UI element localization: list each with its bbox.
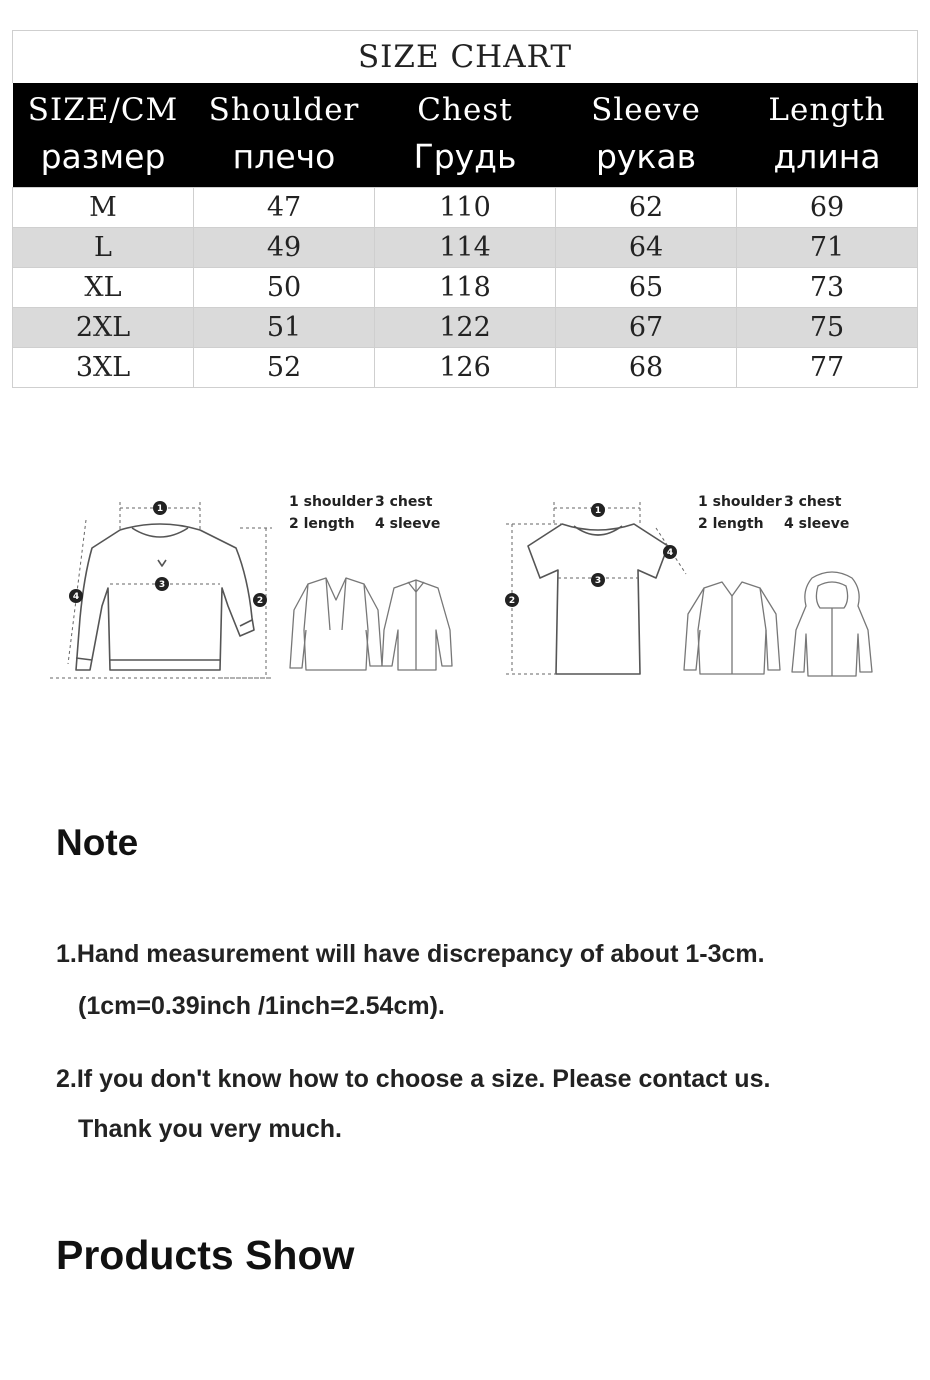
cell-shoulder: 47 (194, 188, 375, 228)
cell-length: 75 (737, 308, 918, 348)
size-chart-title-row (13, 31, 918, 84)
marker-1: 1 (156, 504, 164, 514)
cell-size: M (13, 188, 194, 228)
table-row (13, 228, 918, 268)
marker-4: 4 (666, 548, 674, 558)
legend-chest: 3 chest (375, 494, 433, 510)
cell-sleeve: 67 (556, 308, 737, 348)
note-line-1: 1.Hand measurement will have discrepancy of about 1-3cm. (56, 940, 765, 968)
legend-shoulder: 1 shoulder (698, 494, 782, 510)
note-heading: Note (56, 822, 139, 863)
cell-shoulder: 49 (194, 228, 375, 268)
marker-3: 3 (594, 576, 602, 586)
sweater-icon (40, 488, 280, 688)
sweater-legend (289, 491, 449, 539)
header-sleeve-en: Sleeve (591, 92, 701, 128)
header-length (737, 83, 918, 188)
note-line-4: Thank you very much. (78, 1115, 342, 1143)
cell-sleeve: 68 (556, 348, 737, 388)
marker-1: 1 (594, 506, 602, 516)
products-show-heading: Products Show (56, 1232, 355, 1278)
table-row (13, 188, 918, 228)
header-shoulder (194, 83, 375, 188)
hoodie-icon (682, 570, 876, 684)
header-length-ru: длина (773, 137, 881, 176)
note-line-2: (1cm=0.39inch /1inch=2.54cm). (78, 992, 445, 1020)
size-chart-title: SIZE CHART (13, 31, 918, 84)
marker-2: 2 (256, 596, 264, 606)
header-chest-ru: Грудь (413, 137, 517, 176)
header-sleeve-ru: рукав (595, 137, 697, 176)
header-chest (375, 83, 556, 188)
cell-chest: 126 (375, 348, 556, 388)
cell-length: 69 (737, 188, 918, 228)
cell-size: 3XL (13, 348, 194, 388)
marker-2: 2 (508, 596, 516, 606)
tshirt-measurement-diagram (498, 488, 698, 688)
cell-shoulder: 50 (194, 268, 375, 308)
cell-length: 71 (737, 228, 918, 268)
cell-length: 77 (737, 348, 918, 388)
header-chest-en: Chest (417, 92, 513, 128)
cell-size: L (13, 228, 194, 268)
table-row (13, 268, 918, 308)
header-size-en: SIZE/CM (27, 92, 179, 128)
shirt-and-hoodie-sketch (682, 570, 876, 684)
legend-chest: 3 chest (784, 494, 842, 510)
marker-4: 4 (72, 592, 80, 602)
legend-length: 2 length (698, 516, 764, 532)
cell-size: XL (13, 268, 194, 308)
sweater-measurement-diagram (40, 488, 280, 688)
table-row (13, 308, 918, 348)
cell-sleeve: 65 (556, 268, 737, 308)
size-chart-table (12, 30, 918, 388)
legend-sleeve: 4 sleeve (375, 516, 441, 532)
header-size-ru: размер (40, 137, 166, 176)
table-row (13, 348, 918, 388)
header-row (13, 83, 918, 188)
blazer-and-jacket-sketch (286, 570, 456, 680)
cell-shoulder: 52 (194, 348, 375, 388)
tshirt-legend (698, 491, 858, 539)
legend-length: 2 length (289, 516, 355, 532)
legend-shoulder: 1 shoulder (289, 494, 373, 510)
marker-3: 3 (158, 580, 166, 590)
cell-chest: 122 (375, 308, 556, 348)
cell-size: 2XL (13, 308, 194, 348)
header-sleeve (556, 83, 737, 188)
jacket-icon (286, 570, 456, 680)
tshirt-icon (498, 488, 698, 688)
legend-sleeve: 4 sleeve (784, 516, 850, 532)
header-size (13, 83, 194, 188)
cell-shoulder: 51 (194, 308, 375, 348)
note-line-3: 2.If you don't know how to choose a size. Please contact us. (56, 1065, 771, 1093)
header-shoulder-ru: плечо (232, 137, 336, 176)
cell-chest: 114 (375, 228, 556, 268)
cell-chest: 118 (375, 268, 556, 308)
cell-length: 73 (737, 268, 918, 308)
header-length-en: Length (768, 92, 886, 128)
cell-sleeve: 64 (556, 228, 737, 268)
header-shoulder-en: Shoulder (208, 92, 360, 128)
cell-chest: 110 (375, 188, 556, 228)
cell-sleeve: 62 (556, 188, 737, 228)
